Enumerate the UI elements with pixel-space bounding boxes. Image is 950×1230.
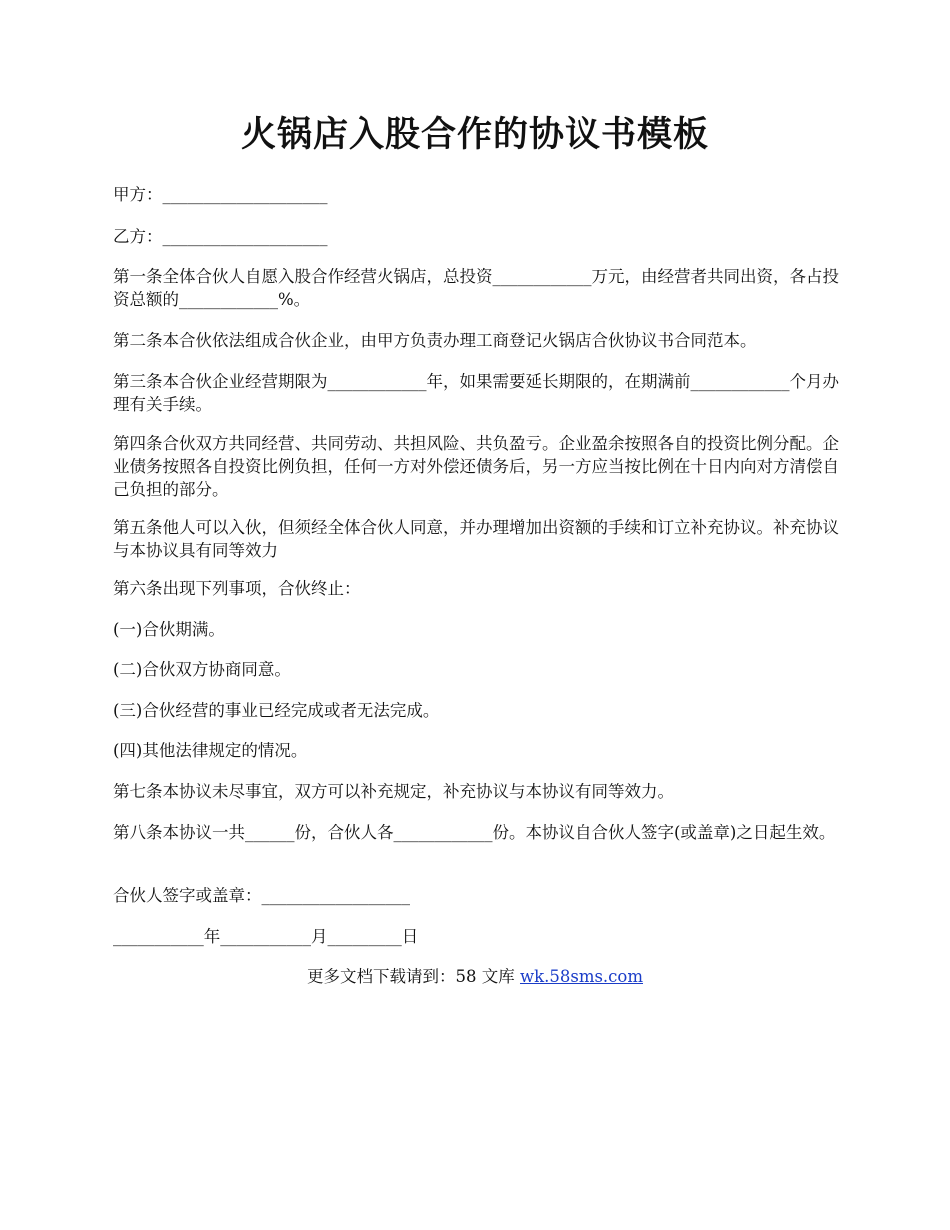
date-line: ___________年___________月_________日 <box>113 927 419 946</box>
article-7: 第七条本协议未尽事宜，双方可以补充规定，补充协议与本协议有同等效力。 <box>113 782 674 801</box>
article-1: 第一条全体合伙人自愿入股合作经营火锅店，总投资____________万元，由经营者共同出资，各占投资总额的____________%。 <box>113 267 839 309</box>
termination-item-3: (三)合伙经营的事业已经完成或者无法完成。 <box>113 701 440 720</box>
article-3: 第三条本合伙企业经营期限为____________年，如果需要延长期限的，在期满前____________个月办理有关手续。 <box>113 372 839 414</box>
termination-item-4: (四)其他法律规定的情况。 <box>113 741 308 760</box>
termination-item-1: (一)合伙期满。 <box>113 620 225 639</box>
article-8: 第八条本协议一共______份，合伙人各____________份。本协议自合伙人签字(或盖章)之日起生效。 <box>113 823 836 842</box>
article-5: 第五条他人可以入伙，但须经全体合伙人同意，并办理增加出资额的手续和订立补充协议。补充协议与本协议具有同等效力 <box>113 518 839 560</box>
document-title: 火锅店入股合作的协议书模板 <box>240 114 709 155</box>
article-6: 第六条出现下列事项，合伙终止： <box>113 579 361 598</box>
article-2: 第二条本合伙依法组成合伙企业，由甲方负责办理工商登记火锅店合伙协议书合同范本。 <box>113 331 757 350</box>
article-4: 第四条合伙双方共同经营、共同劳动、共担风险、共负盈亏。企业盈余按照各自的投资比例分配。企业债务按照各自投资比例负担，任何一方对外偿还债务后，另一方应当按比例在十日内向对方清偿自己负担的部分。 <box>113 434 839 499</box>
footer-text: 更多文档下载请到：58 文库 <box>306 967 520 986</box>
footer <box>0 965 950 988</box>
party-b-line: 乙方：____________________ <box>113 227 328 246</box>
party-a-line: 甲方：____________________ <box>113 185 328 204</box>
footer-link[interactable]: wk.58sms.com <box>519 967 643 986</box>
signature-line: 合伙人签字或盖章：__________________ <box>113 886 410 905</box>
termination-item-2: (二)合伙双方协商同意。 <box>113 660 291 679</box>
